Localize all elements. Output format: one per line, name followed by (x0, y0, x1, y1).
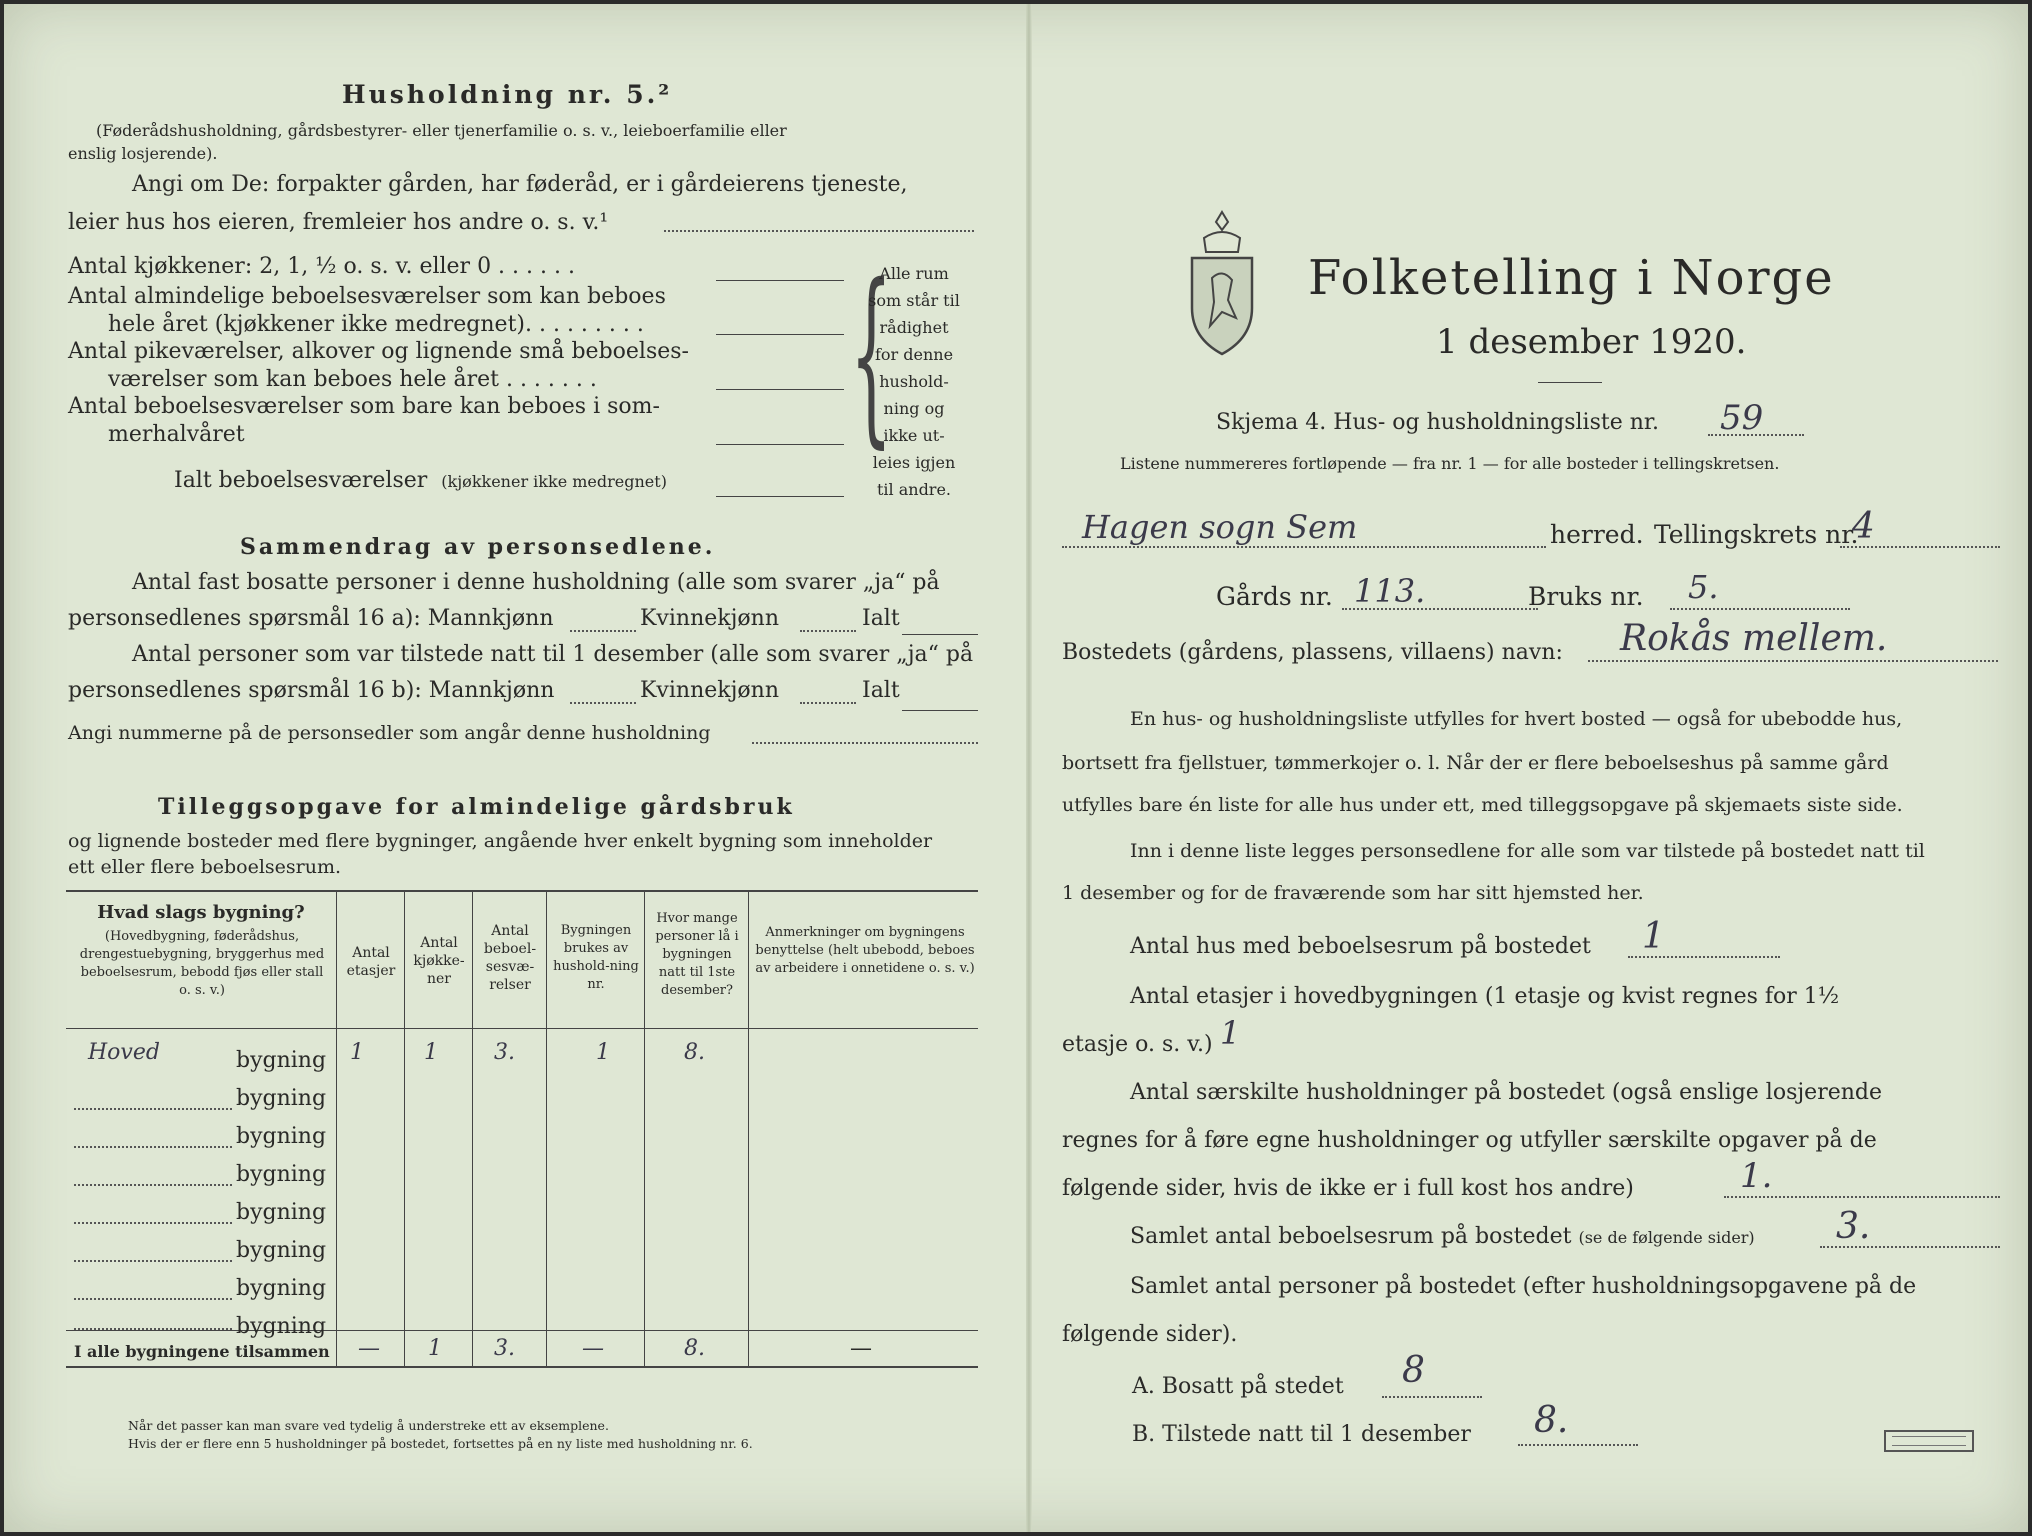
angi-line-1: Angi om De: forpakter gården, har føderåd, er i gårdeierens tjeneste, (132, 172, 908, 197)
q4-label: Samlet antal beboelsesrum på bostedet (se de følgende sider) (1130, 1224, 1755, 1249)
angi-line-2: leier hus hos eieren, fremleier hos andre o. s. v.¹ (68, 210, 609, 235)
row-label-3: bygning (236, 1124, 327, 1149)
herred-hw: Hagen sogn Sem (1082, 508, 1358, 546)
right-page (1032, 4, 2028, 1532)
row-1-kjokkener: 1 (424, 1040, 438, 1065)
col-header-kjokkener: Antal kjøkke-ner (413, 935, 465, 987)
total-kjokkener: 1 (428, 1336, 442, 1361)
footnote-1: Når det passer kan man svare ved tydelig å understreke ett av eksemplene. (128, 1418, 609, 1433)
q5-line-2: følgende sider). (1062, 1322, 1238, 1347)
ialt-label-1: Ialt (862, 606, 900, 631)
tellingskrets-nr: 4 (1852, 506, 1875, 547)
ialt-label-2: Ialt (862, 678, 900, 703)
row-1-etasjer: 1 (350, 1040, 364, 1065)
total-personer: 8. (684, 1336, 705, 1361)
summary-line-3: Antal personer som var tilstede natt til 1 desember (alle som svarer „ja“ på (132, 642, 974, 667)
angi-nummer: Angi nummerne på de personsedler som angår denne husholdning (68, 722, 711, 744)
q1-hw: 1 (1642, 916, 1665, 957)
instruction-1: En hus- og husholdningsliste utfylles for hvert bosted — også for ubebodde hus, (1130, 708, 1903, 730)
herred-label: herred. (1550, 520, 1644, 549)
kvinne-label-2: Kvinnekjønn (640, 678, 779, 703)
q3-line-1: Antal særskilte husholdninger på bostedet (også enslige losjerende (1130, 1080, 1883, 1105)
listene-note: Listene nummereres fortløpende — fra nr. 1 — for alle bosteder i tellingskretsen. (1120, 454, 1780, 473)
census-form-sheet (4, 4, 2028, 1532)
bruks-label: Bruks nr. (1528, 582, 1644, 611)
total-vaerelser: 3. (494, 1336, 515, 1361)
rooms-ordinary-2: hele året (kjøkkener ikke medregnet). . . . . . . . . (108, 312, 644, 337)
col-header-building: Hvad slags bygning? (97, 902, 305, 923)
census-title: Folketelling i Norge (1308, 250, 1835, 306)
gards-label: Gårds nr. (1216, 582, 1333, 611)
qb-label: B. Tilstede natt til 1 desember (1132, 1422, 1471, 1447)
rooms-ordinary: Antal almindelige beboelsesværelser som kan beboes (68, 284, 666, 309)
summary-line-2: personsedlenes spørsmål 16 a): Mannkjønn (68, 606, 554, 631)
qa-hw: 8 (1402, 1350, 1425, 1391)
row-label-1: bygning (236, 1048, 327, 1073)
ialt-rooms-label: Ialt beboelsesværelser (kjøkkener ikke medregnet) (174, 468, 667, 493)
rooms-kitchens: Antal kjøkkener: 2, 1, ½ o. s. v. eller 0 . . . . . . (68, 254, 575, 279)
rooms-small: Antal pikeværelser, alkover og lignende små beboelses- (68, 339, 689, 364)
col-header-vaerelser: Antal beboel-sesvæ-relser (483, 923, 537, 993)
gards-nr: 113. (1354, 572, 1426, 610)
tellingskrets-label: Tellingskrets nr. (1654, 520, 1859, 549)
q3-line-3: følgende sider, hvis de ikke er i full kost hos andre) (1062, 1176, 1634, 1201)
bostedet-label: Bostedets (gårdens, plassens, villaens) navn: (1062, 640, 1563, 665)
summary-line-4: personsedlenes spørsmål 16 b): Mannkjønn (68, 678, 555, 703)
row-label-8: bygning (236, 1314, 327, 1339)
q2-line-2: etasje o. s. v.) (1062, 1032, 1213, 1057)
row-1-vaerelser: 3. (494, 1040, 515, 1065)
total-label: I alle bygningene tilsammen (74, 1342, 330, 1361)
q3-line-2: regnes for å føre egne husholdninger og utfyller særskilte opgaver på de (1062, 1128, 1877, 1153)
row-label-2: bygning (236, 1086, 327, 1111)
summary-title: Sammendrag av personsedlene. (240, 534, 716, 560)
row-label-5: bygning (236, 1200, 327, 1225)
q2-line-1: Antal etasjer i hovedbygningen (1 etasje og kvist regnes for 1½ (1130, 984, 1840, 1009)
instruction-2: bortsett fra fjellstuer, tømmerkojer o. l. Når der er flere beboelseshus på samme gård (1062, 752, 1889, 774)
skjema-label: Skjema 4. Hus- og husholdningsliste nr. (1216, 410, 1659, 435)
printer-stamp (1884, 1430, 1974, 1452)
q4-hw: 3. (1836, 1206, 1871, 1247)
q5-line-1: Samlet antal personer på bostedet (efter husholdningsopgavene på de (1130, 1274, 1917, 1299)
kvinne-label-1: Kvinnekjønn (640, 606, 779, 631)
tillegg-line-1: og lignende bosteder med flere bygninger, angående hver enkelt bygning som inneholder (68, 830, 933, 852)
instruction-5: 1 desember og for de fraværende som har sitt hjemsted her. (1062, 882, 1644, 904)
q1-label: Antal hus med beboelsesrum på bostedet (1130, 934, 1591, 959)
row-1-hushold: 1 (596, 1040, 610, 1065)
tillegg-title: Tilleggsopgave for almindelige gårdsbruk (158, 794, 795, 820)
instruction-3: utfylles bare én liste for alle hus under ett, med tilleggsopgave på skjemaets siste side. (1062, 794, 1903, 816)
summary-line-1: Antal fast bosatte personer i denne husholdning (alle som svarer „ja“ på (132, 570, 940, 595)
bruks-nr: 5. (1688, 568, 1719, 606)
row-1-name: Hoved (88, 1040, 160, 1065)
col-header-building-note: (Hovedbygning, føderådshus, drengestuebygning, bryggerhus med beboelsesrum, bebodd fjøs eller stall o. s. v.) (79, 929, 325, 998)
rooms-summer-2: merhalvåret (108, 422, 245, 447)
bostedet-hw: Rokås mellem. (1620, 618, 1888, 659)
household-subtitle-2: enslig losjerende). (68, 144, 218, 163)
total-hushold: — (582, 1336, 604, 1361)
brace-note: Alle rum som står til rådighet for denne hushold- ning og ikke ut- leies igjen til andre. (868, 264, 960, 499)
census-date: 1 desember 1920. (1436, 322, 1747, 362)
household-subtitle-1: (Føderådshusholdning, gårdsbestyrer- eller tjenerfamilie o. s. v., leieboerfamilie eller (96, 121, 787, 140)
q3-hw: 1. (1740, 1156, 1773, 1196)
q2-hw: 1 (1220, 1014, 1241, 1052)
rooms-small-2: værelser som kan beboes hele året . . . . . . . (108, 367, 597, 392)
skjema-nr: 59 (1720, 398, 1764, 438)
row-label-6: bygning (236, 1238, 327, 1263)
qb-hw: 8. (1534, 1400, 1569, 1441)
household-title: Husholdning nr. 5.² (342, 80, 673, 109)
col-header-personer: Hvor mange personer lå i bygningen natt til 1ste desember? (655, 911, 739, 998)
instruction-4: Inn i denne liste legges personsedlene for alle som var tilstede på bostedet natt til (1130, 840, 1925, 862)
footnote-2: Hvis der er flere enn 5 husholdninger på bostedet, fortsettes på en ny liste med husholdning nr. 6. (128, 1436, 753, 1451)
tillegg-line-2: ett eller flere beboelsesrum. (68, 856, 342, 878)
total-anm: — (850, 1336, 872, 1361)
rooms-summer: Antal beboelsesværelser som bare kan beboes i som- (68, 394, 660, 419)
col-header-etasjer: Antal etasjer (346, 945, 396, 979)
row-label-7: bygning (236, 1276, 327, 1301)
norway-coat-of-arms-icon (1182, 208, 1262, 358)
row-label-4: bygning (236, 1162, 327, 1187)
col-header-hushold: Bygningen brukes av hushold-ning nr. (553, 923, 639, 992)
left-page: Husholdning nr. 5.² (Føderådshusholdning, gårdsbestyrer- eller tjenerfamilie o. s. v., leieboerfamilie eller enslig losjerende). Angi om De: forpakter gården, har føderåd, er i gårdeierens tjeneste, leier hus hos eieren, fremleier hos andre o. s. v.¹ Antal kjøkkener: 2, 1, ½ o. s. v. eller 0 . . . . . . Antal almindelige beboelsesværelser som kan beboes hele året (kjøkkener ikke medregnet). . . . . . . . . Antal pikeværelser, alkover og lignende små beboelses- værelser som kan beboes hele året . . . . . . . Antal beboelsesværelser som bare kan beboes i som- merhalvåret Ialt beboelsesværelser (kjøkkener ikke medregnet) { Alle rum som står til rådighet for denne hushold- ning og ikke ut- leies igjen til andre. Sammendrag av personsedlene. Antal fast bosatte personer i denne husholdning (alle som svarer „ja“ på personsedlenes spørsmål 16 a): Mannkjønn Kvinnekjønn Ialt Antal personer som var tilstede natt til 1 desember (alle som svarer „ja“ på personsedlenes spørsmål 16 b): Mannkjønn Kvinnekjønn Ialt Angi nummerne på de personsedler som angår denne husholdning Tilleggsopgave for almindelige gårdsbruk og lignende bosteder med flere bygninger, angående hver enkelt bygning som inneholder ett eller flere beboelsesrum. Hvad slags bygning? (Hovedbygning, føderådshus, drengestuebygning, bryggerhus med beboelsesrum, bebodd fjøs eller stall o. s. v.) Antal etasjer Antal kjøkke-ner Antal beboel-sesvæ-relser Bygningen brukes av hushold-ning nr. Hvor mange personer lå i bygningen natt til 1ste desember? Anmerkninger om bygningens benyttelse (helt ubebodd, beboes av arbeidere i onnetidene o. s. v.) Hoved 1 1 3. 1 8. bygning bygning bygning bygning bygning bygning bygning bygning I alle bygningene tilsammen — 1 3. — 8. — Når det passer kan man svare ved tydelig å understreke ett av eksemplene. Hvis der er flere enn 5 husholdninger på bostedet, fortsettes på en ny liste med husholdning nr. 6. (4, 4, 1026, 1532)
qa-label: A. Bosatt på stedet (1132, 1374, 1344, 1399)
col-header-anmerkninger: Anmerkninger om bygningens benyttelse (helt ubebodd, beboes av arbeidere i onnetidene o. s. v.) (755, 925, 975, 976)
row-1-personer: 8. (684, 1040, 705, 1065)
total-etasjer: — (358, 1336, 380, 1361)
